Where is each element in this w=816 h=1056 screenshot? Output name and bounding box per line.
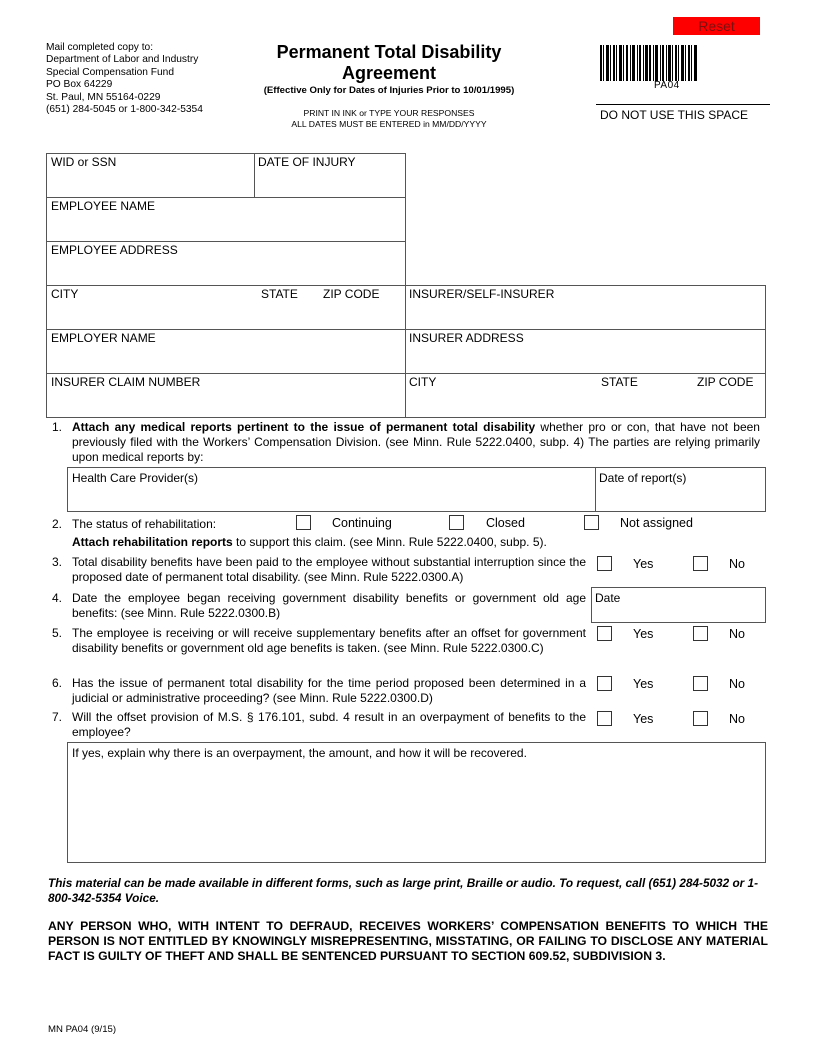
print-instructions (232, 108, 546, 129)
question-3-text: Total disability benefits have been paid to the employee without substantial interruption since the proposed date of permanent total disability. (see Minn. Rule 5222.0300.A) (72, 555, 586, 584)
city-label: CITY (51, 287, 79, 301)
question-2-rest: to support this claim. (see Minn. Rule 5222.0400, subp. 5). (232, 535, 547, 549)
wid-field[interactable] (46, 153, 255, 198)
reset-button[interactable]: Reset (673, 17, 760, 35)
closed-label: Closed (486, 516, 525, 530)
employee-name-field[interactable] (46, 197, 406, 242)
insurer-state-label: STATE (601, 375, 638, 389)
q5-no-label: No (729, 627, 745, 641)
closed-checkbox[interactable] (449, 515, 464, 530)
continuing-label: Continuing (332, 516, 392, 530)
q4-date-field[interactable] (591, 587, 766, 623)
question-number: 7. (52, 710, 63, 724)
question-number: 4. (52, 591, 63, 605)
wid-label: WID or SSN (51, 155, 117, 169)
employee-address-label: EMPLOYEE ADDRESS (51, 243, 178, 257)
q7-no-checkbox[interactable] (693, 711, 708, 726)
question-4-text: Date the employee began receiving government disability benefits or government old age benefits: (see Minn. Rule 5222.0300.B) (72, 591, 586, 620)
employer-name-field[interactable] (46, 329, 406, 374)
divider (596, 104, 770, 105)
q7-no-label: No (729, 712, 745, 726)
barcode-icon (600, 45, 697, 81)
mail-line: Special Compensation Fund (46, 66, 174, 78)
title-line-1: Permanent Total Disability (276, 42, 502, 62)
question-2-attach (72, 535, 762, 550)
health-care-provider-label: Health Care Provider(s) (72, 471, 199, 485)
q7-yes-label: Yes (633, 712, 654, 726)
mailing-address (46, 42, 203, 116)
title-line-2: Agreement (341, 63, 437, 83)
question-number: 5. (52, 626, 63, 640)
q3-yes-label: Yes (633, 557, 654, 571)
insurer-city-field[interactable] (405, 373, 766, 418)
question-1-bold: Attach any medical reports pertinent to the issue of permanent total disability (72, 420, 536, 434)
insurer-address-field[interactable] (405, 329, 766, 374)
date-of-injury-field[interactable] (254, 153, 406, 198)
insurer-label: INSURER/SELF-INSURER (409, 287, 555, 301)
date-of-injury-label: DATE OF INJURY (258, 155, 356, 169)
not-assigned-checkbox[interactable] (584, 515, 599, 530)
insurer-claim-number-label: INSURER CLAIM NUMBER (51, 375, 201, 389)
insurer-field[interactable] (405, 285, 766, 330)
mail-line: Mail completed copy to: (46, 42, 154, 53)
q5-yes-label: Yes (633, 627, 654, 641)
question-number: 3. (52, 555, 63, 569)
q6-yes-checkbox[interactable] (597, 676, 612, 691)
employee-address-field[interactable] (46, 241, 406, 286)
question-number: 6. (52, 676, 63, 690)
insurer-zip-label: ZIP CODE (697, 375, 754, 389)
employee-city-field[interactable] (46, 285, 406, 330)
form-subtitle: (Effective Only for Dates of Injuries Prior to 10/01/1995) (263, 85, 515, 96)
health-care-provider-field[interactable] (67, 467, 596, 512)
question-6-text: Has the issue of permanent total disability for the time period proposed been determined in a judicial or administrative proceeding? (see Minn. Rule 5222.0300.D) (72, 676, 586, 705)
print-line-2: ALL DATES MUST BE ENTERED in MM/DD/YYYY (291, 118, 487, 129)
question-1-text (72, 420, 760, 465)
overpayment-explanation-field[interactable] (67, 742, 766, 863)
q5-no-checkbox[interactable] (693, 626, 708, 641)
mail-line: PO Box 64229 (46, 79, 113, 91)
q4-date-label: Date (595, 591, 621, 605)
mail-line: St. Paul, MN 55164-0229 (46, 91, 161, 103)
barcode-label: PA04 (654, 80, 680, 91)
insurer-address-label: INSURER ADDRESS (409, 331, 524, 345)
q3-yes-checkbox[interactable] (597, 556, 612, 571)
mail-line: (651) 284-5045 or 1-800-342-5354 (46, 104, 203, 116)
accessibility-notice: This material can be made available in different forms, such as large print, Braille or audio. To request, call (651) 284-5032 or 1-800-342-5354 Voice. (48, 876, 759, 905)
employer-name-label: EMPLOYER NAME (51, 331, 156, 345)
mail-line: Department of Labor and Industry (46, 54, 199, 66)
form-title (232, 42, 546, 84)
do-not-use-label: DO NOT USE THIS SPACE (600, 108, 749, 122)
q6-no-checkbox[interactable] (693, 676, 708, 691)
q6-no-label: No (729, 677, 745, 691)
continuing-checkbox[interactable] (296, 515, 311, 530)
not-assigned-label: Not assigned (620, 516, 693, 530)
state-label: STATE (261, 287, 298, 301)
print-line-1: PRINT IN INK or TYPE YOUR RESPONSES (303, 108, 475, 118)
fraud-warning: ANY PERSON WHO, WITH INTENT TO DEFRAUD, RECEIVES WORKERS’ COMPENSATION BENEFITS TO WHICH THE PERSON IS NOT ENTITLED BY KNOWINGLY MISREPRESENTING, MISSTATING, OR FAILING TO DISCLOSE ANY MATERIAL FACT IS GUILTY OF THEFT AND SHALL BE SENTENCED PURSUANT TO SECTION 609.52, SUBDIVISION 3. (48, 919, 768, 963)
date-of-report-label: Date of report(s) (599, 471, 687, 485)
q6-yes-label: Yes (633, 677, 654, 691)
question-2-bold: Attach rehabilitation reports (72, 535, 233, 549)
date-of-report-field[interactable] (595, 467, 766, 512)
overpayment-explanation-label: If yes, explain why there is an overpayment, the amount, and how it will be recovered. (72, 746, 527, 760)
q3-no-checkbox[interactable] (693, 556, 708, 571)
q3-no-label: No (729, 557, 745, 571)
question-2-text: The status of rehabilitation: (72, 517, 217, 531)
question-5-text: The employee is receiving or will receive supplementary benefits after an offset for government disability benefits or government old age benefits is taken. (see Minn. Rule 5222.0300.C) (72, 626, 586, 655)
insurer-claim-number-field[interactable] (46, 373, 406, 418)
question-number: 1. (52, 420, 63, 434)
employee-name-label: EMPLOYEE NAME (51, 199, 156, 213)
zip-label: ZIP CODE (323, 287, 380, 301)
insurer-city-label: CITY (409, 375, 437, 389)
q7-yes-checkbox[interactable] (597, 711, 612, 726)
question-7-text: Will the offset provision of M.S. § 176.101, subd. 4 result in an overpayment of benefits to the employee? (72, 710, 586, 739)
question-number: 2. (52, 517, 63, 531)
question-1-rest: whether pro or con, that have not been previously filed with the Workers’ Compensation Division. (see Minn. Rule 5222.0400, subp. 4) The parties are relying primarily upon medical reports by: (72, 420, 760, 464)
form-number: MN PA04 (9/15) (48, 1024, 117, 1035)
q5-yes-checkbox[interactable] (597, 626, 612, 641)
